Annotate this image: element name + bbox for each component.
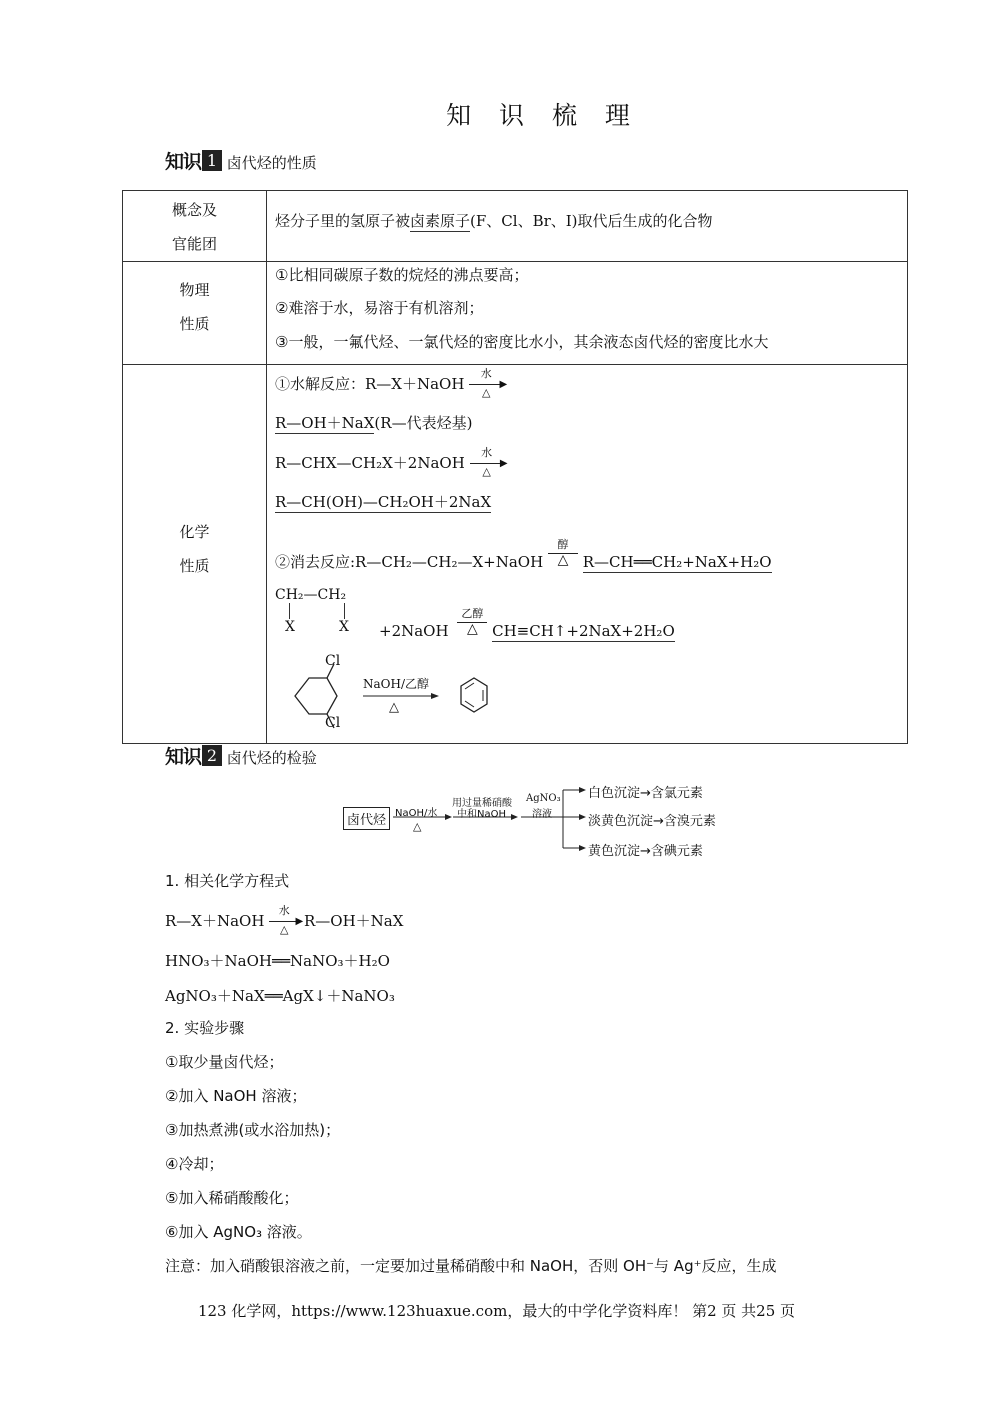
- equation-product: R—OH＋NaX: [275, 414, 375, 432]
- knowledge-number: 1: [202, 150, 222, 171]
- flow-step-condition: 中和NaOH: [457, 809, 506, 820]
- row-head-line: 性质: [179, 557, 210, 575]
- hydrolysis-product-line-2: [275, 491, 491, 512]
- arrow-condition: 水: [481, 446, 493, 459]
- flow-outcome: 淡黄色沉淀→含溴元素: [588, 814, 716, 829]
- step-item: ⑤加入稀硝酸酸化；: [165, 1189, 299, 1207]
- knowledge-title: 卤代烃的检验: [226, 749, 317, 767]
- row-head-line: 概念及: [171, 201, 217, 219]
- table-row: [123, 262, 908, 365]
- arrow-condition: NaOH/乙醇: [363, 677, 430, 691]
- row-head-line: 物理: [179, 281, 210, 299]
- equation-line: AgNO₃＋NaX══AgX↓＋NaNO₃: [165, 987, 395, 1005]
- equation-text: ①水解反应：R—X＋NaOH: [275, 375, 465, 393]
- bond-line: [344, 603, 345, 619]
- physical-item: ①比相同碳原子数的烷烃的沸点要高；: [275, 266, 529, 284]
- hydrolysis-line-2: [275, 446, 508, 478]
- step-item: ③加热煮沸(或水浴加热)；: [165, 1121, 341, 1139]
- flow-step-condition: △: [413, 820, 422, 833]
- page-footer: 123 化学网，https://www.123huaxue.com，最大的中学化学资料库！ 第2 页 共25 页: [197, 1302, 796, 1320]
- step-item: ②加入 NaOH 溶液；: [165, 1087, 307, 1105]
- flow-step-condition: NaOH/水: [395, 808, 438, 819]
- arrow-head: [431, 693, 439, 699]
- arrow-condition: 水: [480, 367, 492, 380]
- step-item: ①取少量卤代烃；: [165, 1053, 284, 1071]
- equation-note: (R—代表烃基): [374, 414, 473, 432]
- hydrolysis-product-line: [275, 412, 472, 433]
- row-head-line: 化学: [179, 523, 210, 541]
- flow-start-box: 卤代烃: [343, 807, 390, 830]
- reaction-arrow: [548, 538, 578, 570]
- section-heading: 2. 实验步骤: [165, 1019, 245, 1037]
- knowledge-number: 2: [202, 745, 222, 766]
- concept-text: (F、Cl、Br、I)取代后生成的化合物: [470, 212, 713, 230]
- table-row: [123, 191, 908, 262]
- cyclohexane-elimination-diagram: [281, 650, 511, 740]
- properties-table: [122, 190, 908, 744]
- row-content-concept: [267, 191, 908, 262]
- equation-text: R—CHX—CH₂X＋2NaOH: [275, 454, 465, 472]
- knowledge-title: 卤代烃的性质: [226, 154, 317, 172]
- knowledge-1-header: [165, 147, 317, 174]
- equation-text: +2NaOH: [379, 622, 449, 640]
- cyclohexane-ring: [295, 678, 337, 714]
- halogen-label: X: [339, 619, 349, 635]
- equation-text: R—OH＋NaX: [303, 912, 404, 930]
- knowledge-badge: 知识: [165, 746, 202, 768]
- equation-product: R—CH(OH)—CH₂OH＋2NaX: [275, 493, 492, 511]
- section-heading: 1. 相关化学方程式: [165, 872, 290, 890]
- dihalide-structure: CH₂—CH₂: [275, 587, 347, 603]
- equation-line: [165, 904, 404, 936]
- table-row: [123, 365, 908, 744]
- bond-line: [289, 603, 290, 619]
- reaction-arrow: 水 ▶ △: [470, 457, 504, 471]
- row-head-concept: [123, 191, 267, 262]
- page-title: 知 识 梳 理: [446, 101, 640, 130]
- flow-step-condition: 用过量稀硝酸: [452, 798, 512, 809]
- knowledge-2-header: [165, 742, 317, 769]
- flow-outcome: 白色沉淀→含氯元素: [588, 786, 703, 801]
- arrow-condition: 水: [278, 904, 290, 917]
- row-content-physical: [267, 262, 908, 365]
- physical-item: ③一般，一氟代烃、一氯代烃的密度比水小，其余液态卤代烃的密度比水大: [275, 333, 769, 351]
- arrow-condition: △: [466, 621, 478, 637]
- step-item: ⑥加入 AgNO₃ 溶液。: [165, 1223, 312, 1241]
- equation-product: CH≡CH↑+2NaX+2H₂O: [492, 622, 675, 640]
- reaction-arrow: [457, 607, 487, 639]
- dihalide-equation: [379, 607, 675, 640]
- knowledge-badge: 知识: [165, 151, 202, 173]
- arrow-condition: △: [482, 465, 491, 478]
- equation-product: R—CH══CH₂+NaX+H₂O: [582, 553, 772, 571]
- flow-outcome: 黄色沉淀→含碘元素: [588, 844, 703, 859]
- hydrolysis-line: [275, 367, 508, 399]
- row-head-line: 性质: [179, 315, 210, 333]
- step-item: ④冷却；: [165, 1155, 224, 1173]
- chlorine-label: Cl: [325, 653, 341, 669]
- row-head-physical: [123, 262, 267, 365]
- equation-line: HNO₃＋NaOH══NaNO₃＋H₂O: [165, 952, 390, 970]
- flow-step-condition: AgNO₃: [526, 793, 561, 804]
- row-head-chemical: [123, 365, 267, 744]
- row-content-chemical: [267, 365, 908, 744]
- arrow-condition: △: [481, 386, 491, 399]
- arrow-condition: △: [557, 552, 569, 568]
- arrow-condition: 乙醇: [461, 607, 484, 620]
- elimination-line: [275, 538, 772, 572]
- arrow-condition: 醇: [557, 538, 569, 551]
- reaction-arrow: 水 ▶ △: [269, 915, 299, 929]
- row-head-line: 官能团: [171, 235, 217, 253]
- reaction-arrow: 水 ▶ △: [469, 378, 503, 392]
- equation-text: ②消去反应:R—CH₂—CH₂—X+NaOH: [275, 553, 544, 571]
- arrow-condition: △: [279, 923, 289, 936]
- arrow-condition: △: [389, 700, 399, 715]
- concept-text: 烃分子里的氢原子被: [275, 212, 411, 230]
- halogen-label: X: [285, 619, 295, 635]
- note-text: 注意：加入硝酸银溶液之前，一定要加过量稀硝酸中和 NaOH，否则 OH⁻与 Ag⁺反应，生成: [165, 1257, 777, 1275]
- concept-underlined: 卤素原子: [410, 212, 471, 230]
- double-bond: [465, 701, 474, 707]
- chlorine-label: Cl: [325, 715, 341, 731]
- flow-step-condition: 溶液: [532, 809, 552, 820]
- detection-flowchart: [343, 780, 743, 860]
- physical-item: ②难溶于水，易溶于有机溶剂；: [275, 299, 484, 317]
- double-bond: [465, 683, 474, 689]
- equation-text: R—X＋NaOH: [165, 912, 265, 930]
